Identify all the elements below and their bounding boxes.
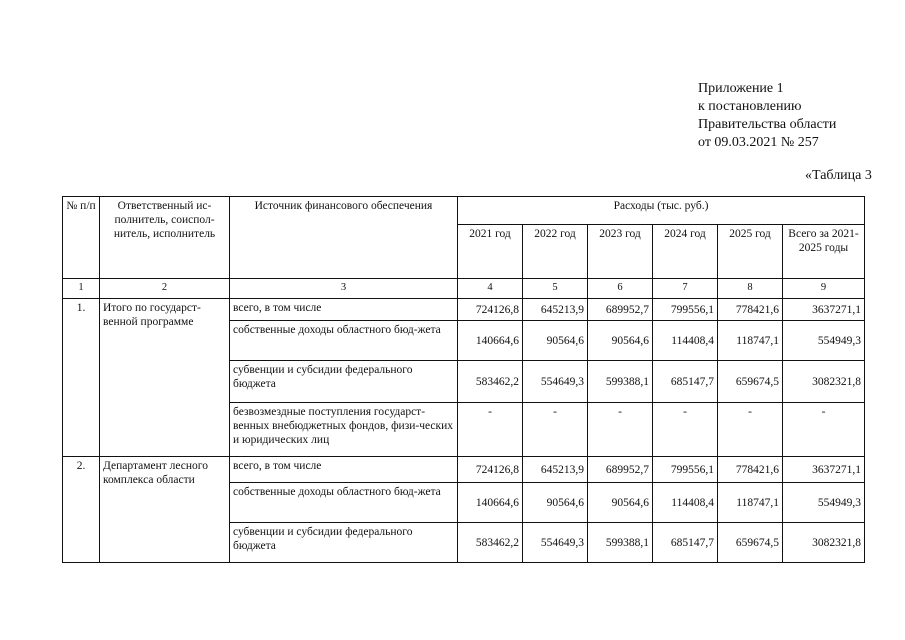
value-cell: 90564,6	[523, 321, 588, 361]
value-cell: 799556,1	[653, 457, 718, 483]
value-cell: 583462,2	[458, 523, 523, 563]
value-cell: -	[588, 403, 653, 457]
table-row	[63, 299, 865, 321]
value-cell: -	[523, 403, 588, 457]
value-cell: 645213,9	[523, 457, 588, 483]
header-year: 2023 год	[588, 225, 653, 279]
value-cell: 778421,6	[718, 457, 783, 483]
value-cell: 3082321,8	[783, 523, 865, 563]
index-cell: 3	[230, 279, 458, 299]
index-cell: 9	[783, 279, 865, 299]
value-cell: -	[718, 403, 783, 457]
value-cell: 140664,6	[458, 483, 523, 523]
appendix-line-1: Приложение 1	[698, 81, 784, 96]
value-cell: 3082321,8	[783, 361, 865, 403]
value-cell: 685147,7	[653, 523, 718, 563]
index-cell: 8	[718, 279, 783, 299]
value-cell: 118747,1	[718, 483, 783, 523]
value-cell: 599388,1	[588, 361, 653, 403]
value-cell: 90564,6	[523, 483, 588, 523]
value-cell: 3637271,1	[783, 299, 865, 321]
value-cell: 583462,2	[458, 361, 523, 403]
index-cell: 7	[653, 279, 718, 299]
table-row	[63, 457, 865, 483]
value-cell: 554649,3	[523, 523, 588, 563]
value-cell: 554949,3	[783, 483, 865, 523]
appendix-line-2: к постановлению	[698, 99, 802, 114]
row-source: субвенции и субсидии федерального бюджета	[230, 361, 458, 403]
row-source: всего, в том числе	[230, 299, 458, 321]
value-cell: 724126,8	[458, 457, 523, 483]
row-source: собственные доходы областного бюд-жета	[230, 321, 458, 361]
value-cell: 118747,1	[718, 321, 783, 361]
index-cell: 4	[458, 279, 523, 299]
value-cell: 554649,3	[523, 361, 588, 403]
header-year: 2024 год	[653, 225, 718, 279]
value-cell: 140664,6	[458, 321, 523, 361]
value-cell: -	[783, 403, 865, 457]
value-cell: 778421,6	[718, 299, 783, 321]
row-executor: Итого по государст-венной программе	[100, 299, 230, 457]
index-cell: 2	[100, 279, 230, 299]
value-cell: 645213,9	[523, 299, 588, 321]
value-cell: 689952,7	[588, 457, 653, 483]
row-source: собственные доходы областного бюд-жета	[230, 483, 458, 523]
index-cell: 1	[63, 279, 100, 299]
value-cell: 659674,5	[718, 523, 783, 563]
value-cell: -	[458, 403, 523, 457]
value-cell: 114408,4	[653, 321, 718, 361]
value-cell: -	[653, 403, 718, 457]
row-source: субвенции и субсидии федерального бюджета	[230, 523, 458, 563]
header-number: № п/п	[63, 197, 100, 279]
header-year: 2025 год	[718, 225, 783, 279]
value-cell: 689952,7	[588, 299, 653, 321]
appendix-line-3: Правительства области	[698, 117, 837, 132]
header-total: Всего за 2021-2025 годы	[783, 225, 865, 279]
index-cell: 6	[588, 279, 653, 299]
header-year: 2021 год	[458, 225, 523, 279]
expenses-table	[62, 196, 865, 563]
value-cell: 724126,8	[458, 299, 523, 321]
value-cell: 554949,3	[783, 321, 865, 361]
appendix-header	[698, 80, 836, 152]
row-source: безвозмездные поступления государст-венных внебюджетных фондов, физи-ческих и юридических лиц	[230, 403, 458, 457]
index-cell: 5	[523, 279, 588, 299]
value-cell: 685147,7	[653, 361, 718, 403]
value-cell: 659674,5	[718, 361, 783, 403]
value-cell: 90564,6	[588, 483, 653, 523]
row-number: 1.	[63, 299, 100, 457]
table-caption: «Таблица 3	[805, 168, 872, 183]
header-executor: Ответственный ис-полнитель, соиспол-нитель, исполнитель	[100, 197, 230, 279]
value-cell: 599388,1	[588, 523, 653, 563]
row-number: 2.	[63, 457, 100, 563]
header-expenses: Расходы (тыс. руб.)	[458, 197, 865, 225]
header-year: 2022 год	[523, 225, 588, 279]
row-source: всего, в том числе	[230, 457, 458, 483]
header-source: Источник финансового обеспечения	[230, 197, 458, 279]
value-cell: 3637271,1	[783, 457, 865, 483]
appendix-line-4: от 09.03.2021 № 257	[698, 135, 819, 150]
value-cell: 799556,1	[653, 299, 718, 321]
value-cell: 90564,6	[588, 321, 653, 361]
value-cell: 114408,4	[653, 483, 718, 523]
row-executor: Департамент лесного комплекса области	[100, 457, 230, 563]
